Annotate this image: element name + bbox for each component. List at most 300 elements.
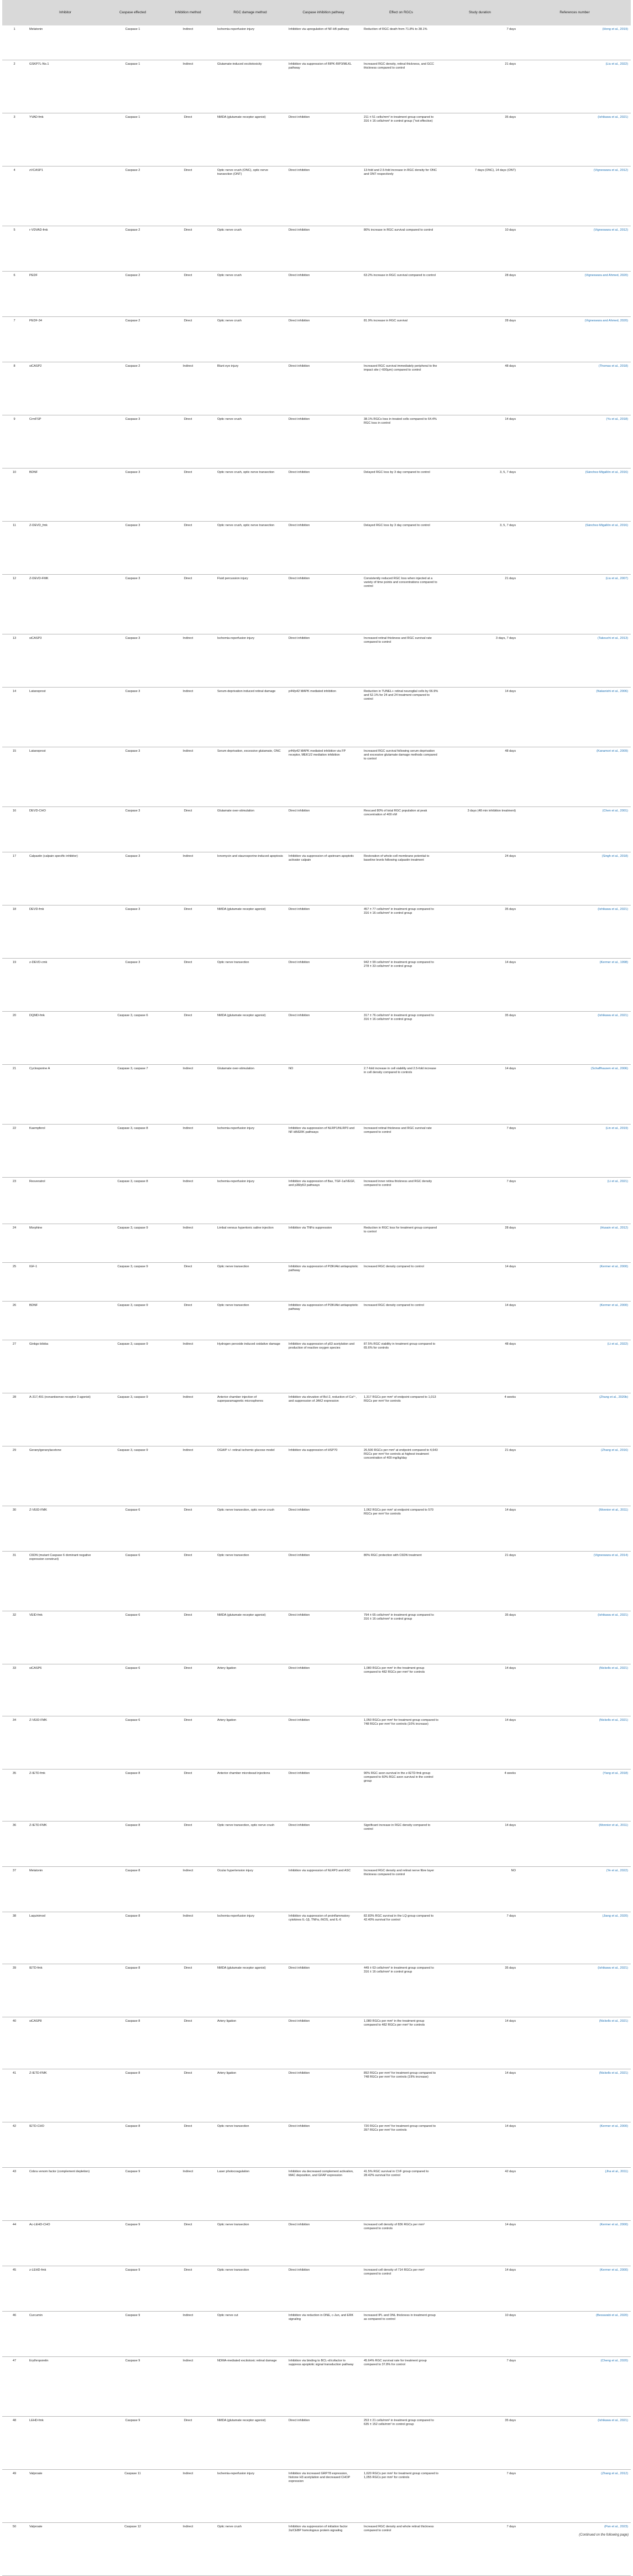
- reference-link[interactable]: (Zhang et al., 2016): [601, 1448, 628, 1452]
- reference-link[interactable]: (Kermer et al., 1998): [599, 960, 628, 964]
- caspase-inhibition-pathway-cell: Direct inhibition: [289, 576, 310, 580]
- inhibitor-cell: BDNF: [29, 1303, 38, 1307]
- table-row: [2, 1611, 631, 1664]
- reference-link[interactable]: (Pan et al., 2023): [604, 2525, 628, 2528]
- table-row: [2, 1224, 631, 1262]
- table-row: [2, 166, 631, 226]
- reference-cell: [519, 905, 631, 958]
- rgc-damage-method-cell: Fluid percussion injury: [217, 576, 248, 580]
- table-row: [2, 687, 631, 747]
- inhibition-method-cell: Direct: [184, 228, 192, 232]
- study-duration-cell: 48 days: [505, 364, 516, 368]
- caspase-effected-cell: Caspase 8: [125, 2071, 140, 2075]
- rgc-damage-method-cell: Optic nerve transection: [217, 1553, 249, 1557]
- reference-link[interactable]: (Sánchez-Migallón et al., 2016): [585, 470, 628, 474]
- reference-link[interactable]: (Zhang et al., 2012): [601, 2471, 628, 2475]
- rgc-damage-method-cell: Hydrogen peroxide induced oxidative damage: [217, 1342, 280, 1346]
- reference-cell: [519, 1821, 631, 1866]
- inhibition-method-cell: Direct: [184, 1613, 192, 1617]
- inhibitor-cell: Melatonin: [29, 28, 43, 31]
- reference-cell: [519, 1964, 631, 2017]
- table-row: [2, 468, 631, 521]
- caspase-inhibition-pathway-cell: Direct inhibition: [289, 1508, 310, 1512]
- reference-link[interactable]: (Monnier et al., 2011): [599, 1823, 628, 1827]
- inhibition-method-cell: Indirect: [182, 1179, 193, 1183]
- caspase-inhibition-pathway-cell: Direct inhibition: [289, 2268, 310, 2272]
- row-index-cell: 13: [12, 636, 17, 640]
- inhibitor-cell: zVCASP1: [29, 168, 43, 172]
- reference-link[interactable]: (Ishikawa et al., 2021): [598, 907, 628, 911]
- caspase-effected-cell: Caspase 8: [125, 2124, 140, 2128]
- row-index-cell: 27: [12, 1342, 17, 1346]
- row-index-cell: 10: [12, 470, 17, 474]
- inhibitor-cell: Laquinimod: [29, 1914, 45, 1918]
- reference-link[interactable]: (Ishikawa et al., 2021): [598, 115, 628, 119]
- reference-link[interactable]: (Singh et al., 2018): [601, 854, 628, 858]
- table-header-row: [2, 0, 631, 25]
- reference-link[interactable]: (Yang et al., 2018): [603, 1771, 628, 1775]
- row-index-cell: 18: [12, 907, 17, 911]
- caspase-effected-cell: Caspase 9: [125, 2359, 140, 2362]
- caspase-inhibition-pathway-cell: Direct inhibition: [289, 273, 310, 277]
- reference-cell: [519, 2356, 631, 2416]
- caspase-effected-cell: Caspase 3, caspase 8: [117, 1179, 148, 1183]
- reference-link[interactable]: (Liu et al., 2022): [605, 62, 628, 66]
- reference-cell: [519, 1769, 631, 1821]
- row-index-cell: 41: [12, 2071, 17, 2075]
- inhibition-method-cell: Direct: [184, 1553, 192, 1557]
- reference-link[interactable]: (Vigneswara et al., 2012): [593, 228, 628, 232]
- table-row: [2, 25, 631, 60]
- table-row: [2, 2220, 631, 2266]
- row-index-cell: 48: [12, 2418, 17, 2422]
- effect-on-rgcs-cell: 38.1% RGCs loss in treated cells compared to 64.4% RGC loss in control: [364, 417, 437, 425]
- row-index-cell: 24: [12, 1226, 17, 1230]
- table-row: [2, 226, 631, 271]
- inhibitor-cell: Cyclosporine A: [29, 1066, 50, 1070]
- caspase-effected-cell: Caspase 8: [125, 1823, 140, 1827]
- row-index-cell: 19: [12, 960, 17, 964]
- inhibition-method-cell: Direct: [184, 907, 192, 911]
- reference-cell: [519, 271, 631, 316]
- caspase-effected-cell: Caspase 3, caspase 6: [117, 1013, 148, 1017]
- reference-link[interactable]: (Kanamori et al., 2009): [597, 749, 628, 753]
- inhibitor-cell: Z-VEID-FMK: [29, 1718, 48, 1722]
- effect-on-rgcs-cell: Increased retinal thickness and RGC survival rate compared to control: [364, 636, 432, 644]
- rgc-damage-method-cell: Optic nerve transection: [217, 1303, 249, 1307]
- caspase-inhibition-pathway-cell: Direct inhibition: [289, 1666, 310, 1670]
- caspase-effected-cell: Caspase 3, caspase 9: [117, 1303, 148, 1307]
- inhibitor-cell: Z-IETD-fmk: [29, 1771, 45, 1775]
- reference-link[interactable]: (Vigneswara and Ahmed, 2020): [584, 273, 628, 277]
- reference-link[interactable]: (Kermer et al., 2000): [599, 1303, 628, 1307]
- caspase-effected-cell: Caspase 8: [125, 1914, 140, 1918]
- table-row: [2, 2069, 631, 2122]
- reference-cell: [519, 1393, 631, 1446]
- effect-on-rgcs-cell: Increased RGC density compared to control: [364, 1303, 424, 1307]
- reference-link[interactable]: (Nickells et al., 2021): [599, 2019, 628, 2023]
- caspase-effected-cell: Caspase 8: [125, 1966, 140, 1970]
- effect-on-rgcs-cell: Increased retinal thickness and RGC survival rate compared to control: [364, 1126, 432, 1134]
- caspase-inhibition-pathway-cell: Inhibition via suppression of PI3K/Akt antiapoptotic pathway: [289, 1264, 358, 1272]
- inhibitor-cell: Z-DEVD_fmk: [29, 523, 48, 527]
- inhibition-method-cell: Indirect: [182, 1869, 193, 1872]
- inhibitor-cell: Morphine: [29, 1226, 43, 1230]
- caspase-inhibition-pathway-cell: Direct inhibition: [289, 1966, 310, 1970]
- reference-cell: [519, 1340, 631, 1393]
- table-row: [2, 1301, 631, 1340]
- study-duration-cell: 14 days: [505, 960, 516, 964]
- reference-cell: [519, 468, 631, 521]
- reference-link[interactable]: (Yu et al., 2018): [606, 417, 628, 421]
- table-row: [2, 362, 631, 415]
- caspase-inhibition-pathway-cell: Direct inhibition: [289, 1771, 310, 1775]
- rgc-damage-method-cell: Limbal venous hypertonic saline injection: [217, 1226, 274, 1230]
- inhibitor-cell: siCASP8: [29, 2019, 42, 2023]
- caspase-inhibition-pathway-cell: Inhibition via suppression of upstream apoptotic activator calpain: [289, 854, 354, 862]
- reference-link[interactable]: (Li et al., 2022): [607, 1342, 628, 1346]
- row-index-cell: 6: [13, 273, 15, 277]
- caspase-effected-cell: Caspase 1: [125, 115, 140, 119]
- table-row: [2, 1340, 631, 1393]
- inhibition-method-cell: Direct: [184, 960, 192, 964]
- reference-link[interactable]: (Schaffhausen et al., 2006): [590, 1066, 628, 1070]
- inhibition-method-cell: Indirect: [182, 62, 193, 66]
- reference-cell: [519, 1716, 631, 1769]
- inhibition-method-cell: Direct: [184, 2418, 192, 2422]
- reference-link[interactable]: (Zhang et al., 2020b): [599, 1395, 628, 1399]
- rgc-damage-method-cell: Ischemia-reperfusion injury: [217, 28, 255, 31]
- inhibition-method-cell: Indirect: [182, 1448, 193, 1452]
- inhibition-method-cell: Indirect: [182, 1126, 193, 1130]
- row-index-cell: 21: [12, 1066, 17, 1070]
- reference-cell: [519, 1551, 631, 1611]
- reference-link[interactable]: (Ishikawa et al., 2021): [598, 1613, 628, 1617]
- rgc-damage-method-cell: Optic nerve transection, optic nerve crush: [217, 1508, 275, 1512]
- header-caspase-inhibition-pathway: Caspase inhibition pathway: [302, 10, 344, 14]
- reference-link[interactable]: (Kermer et al., 2000): [599, 2124, 628, 2128]
- inhibitor-cell: VEID-fmk: [29, 1613, 43, 1617]
- inhibition-method-cell: Direct: [184, 115, 192, 119]
- rgc-damage-method-cell: Optic nerve crush: [217, 273, 242, 277]
- rgc-damage-method-cell: Artery ligation: [217, 2071, 237, 2075]
- rgc-damage-method-cell: Optic nerve crush: [217, 2525, 242, 2528]
- inhibition-method-cell: Indirect: [182, 2169, 193, 2173]
- row-index-cell: 16: [12, 809, 17, 813]
- inhibitor-cell: IETD-CHO: [29, 2124, 45, 2128]
- rgc-damage-method-cell: Optic nerve transection: [217, 2124, 249, 2128]
- reference-link[interactable]: (Vigneswara and Ahmed, 2020): [584, 319, 628, 322]
- effect-on-rgcs-cell: Reduction of RGC death from 71.8% to 38.1%: [364, 28, 427, 31]
- effect-on-rgcs-cell: 13-fold and 2.5-fold increase in RGC density for ONC and ONT respectively: [364, 168, 437, 176]
- study-duration-cell: 48 days: [505, 749, 516, 753]
- study-duration-cell: 14 days: [505, 2071, 516, 2075]
- continued-note: (Continued on the following page): [579, 2533, 629, 2537]
- inhibitor-cell: Ginkgo biloba: [29, 1342, 49, 1346]
- effect-on-rgcs-cell: 45.64% RGC survival rate for treatment group compared to 37.8% for control: [364, 2359, 427, 2366]
- reference-cell: [519, 1064, 631, 1124]
- effect-on-rgcs-cell: 26,500 RGCs per mm² at endpoint compared to 4,643 RGCs per mm² for controls at highest treatment concentration of 400 mg/kg/day: [364, 1448, 438, 1460]
- inhibitor-cell: YVAD-fmk: [29, 115, 44, 119]
- inhibitor-cell: DEVD-CHO: [29, 809, 46, 813]
- reference-link[interactable]: (Vigneswara et al., 2014): [593, 1553, 628, 1557]
- reference-link[interactable]: (Ishikawa et al., 2021): [598, 1966, 628, 1970]
- study-duration-cell: 35 days: [505, 1013, 516, 1017]
- study-duration-cell: 7 days: [506, 2471, 516, 2475]
- row-index-cell: 20: [12, 1013, 17, 1017]
- inhibition-method-cell: Indirect: [182, 689, 193, 693]
- row-index-cell: 45: [12, 2268, 17, 2272]
- inhibitor-cell: Valproate: [29, 2471, 43, 2475]
- table-row: [2, 1262, 631, 1301]
- effect-on-rgcs-cell: 942 ± 99 cells/mm² in treatment group compared to 278 ± 33 cells/mm² in control group: [364, 960, 434, 968]
- caspase-inhibition-pathway-cell: Direct inhibition: [289, 115, 310, 119]
- study-duration-cell: 14 days: [505, 1666, 516, 1670]
- reference-cell: [519, 806, 631, 852]
- reference-cell: [519, 1912, 631, 1964]
- caspase-inhibition-pathway-cell: Direct inhibition: [289, 2019, 310, 2023]
- caspase-effected-cell: Caspase 3, caspase 9: [117, 1226, 148, 1230]
- caspase-effected-cell: Caspase 1: [125, 62, 140, 66]
- row-index-cell: 42: [12, 2124, 17, 2128]
- table-row: [2, 1716, 631, 1769]
- reference-link[interactable]: (Husain et al., 2012): [600, 1226, 628, 1230]
- caspase-inhibition-pathway-cell: Inhibition via suppression of HSP70: [289, 1448, 338, 1452]
- row-index-cell: 8: [13, 364, 15, 368]
- rgc-damage-method-cell: NMDA (glutamate receptor agonist): [217, 2418, 266, 2422]
- study-duration-cell: 35 days: [505, 2418, 516, 2422]
- rgc-damage-method-cell: Blunt eye injury: [217, 364, 239, 368]
- effect-on-rgcs-cell: Increased RGC density and whole retinal thickness compared to control: [364, 2525, 434, 2532]
- caspase-inhibition-pathway-cell: p44/p42 MAPK mediated inhibition via FP receptor, MEK1/2 mediation inhibition: [289, 749, 346, 757]
- row-index-cell: 23: [12, 1179, 17, 1183]
- reference-link[interactable]: (Vigneswara et al., 2012): [593, 168, 628, 172]
- reference-cell: [519, 415, 631, 468]
- rgc-damage-method-cell: Optic nerve crush: [217, 417, 242, 421]
- table-row: [2, 1506, 631, 1551]
- inhibitor-cell: z-LEHD-fmk: [29, 2268, 46, 2272]
- inhibitor-cell: Resveratrol: [29, 1179, 45, 1183]
- effect-on-rgcs-cell: 1,317 RGCs per mm² of endpoint compared to 1,013 RGCs per mm² for controls: [364, 1395, 436, 1403]
- inhibition-method-cell: Direct: [184, 1666, 192, 1670]
- reference-link[interactable]: (Lin et al., 2019): [605, 1126, 628, 1130]
- effect-on-rgcs-cell: Reduction in TUNEL+ retinal neuroglial cells by 66.9% and 52.1% for 24 and 24 treatment compared to control: [364, 689, 438, 701]
- table-row: [2, 316, 631, 362]
- reference-link[interactable]: (Takeuchi et al., 2013): [597, 636, 628, 640]
- reference-link[interactable]: (Kermer et al., 2000): [599, 2268, 628, 2272]
- reference-link[interactable]: (Ishikawa et al., 2021): [598, 2418, 628, 2422]
- reference-link[interactable]: (Li et al., 2021): [607, 1179, 628, 1183]
- effect-on-rgcs-cell: 1,620 RGCs per mm² for treatment group compared to 1,055 RGCs per mm² for controls: [364, 2471, 438, 2479]
- inhibition-method-cell: Direct: [184, 1508, 192, 1512]
- rgc-damage-method-cell: Artery ligation: [217, 2019, 237, 2023]
- caspase-effected-cell: Caspase 3: [125, 470, 140, 474]
- inhibitor-cell: BDNF: [29, 470, 38, 474]
- table-row: [2, 1821, 631, 1866]
- caspase-effected-cell: Caspase 2: [125, 168, 140, 172]
- table-row: [2, 1866, 631, 1912]
- effect-on-rgcs-cell: Delayed RGC loss by 3 day compared to control: [364, 470, 430, 474]
- inhibitor-cell: Valproate: [29, 2525, 43, 2528]
- reference-link[interactable]: (Jha et al., 2011): [605, 2169, 628, 2173]
- study-duration-cell: 35 days: [505, 907, 516, 911]
- caspase-inhibition-pathway-cell: Direct inhibition: [289, 470, 310, 474]
- reference-link[interactable]: (Jiang et al., 2020): [602, 1914, 628, 1918]
- caspase-inhibition-pathway-cell: Direct inhibition: [289, 319, 310, 322]
- table-row: [2, 1124, 631, 1177]
- inhibition-method-cell: Direct: [184, 273, 192, 277]
- reference-link[interactable]: (Hong et al., 2019): [602, 28, 628, 31]
- table-row: [2, 2469, 631, 2522]
- inhibition-method-cell: Direct: [184, 2019, 192, 2023]
- effect-on-rgcs-cell: 80% increase in RGC survival compared to control: [364, 228, 433, 232]
- inhibitor-cell: Z-IETD-FMK: [29, 1823, 47, 1827]
- row-index-cell: 25: [12, 1264, 17, 1268]
- reference-cell: [519, 60, 631, 113]
- inhibitor-cell: C6DN (mutant Caspase 6 dominant negative expression construct): [29, 1553, 91, 1561]
- table-row: [2, 2266, 631, 2311]
- inhibitor-cell: IETD-fmk: [29, 1966, 43, 1970]
- row-index-cell: 35: [12, 1771, 17, 1775]
- caspase-inhibition-pathway-cell: NO: [289, 1066, 294, 1070]
- table-row: [2, 1964, 631, 2017]
- study-duration-cell: 28 days: [505, 1226, 516, 1230]
- caspase-inhibition-pathway-cell: Direct inhibition: [289, 2418, 310, 2422]
- reference-cell: [519, 316, 631, 362]
- reference-cell: [519, 2266, 631, 2311]
- inhibitor-cell: A-317,491 (nonantisense receptor 3 agonist): [29, 1395, 91, 1399]
- row-index-cell: 15: [12, 749, 17, 753]
- caspase-inhibition-pathway-cell: Direct inhibition: [289, 1553, 310, 1557]
- rgc-damage-method-cell: Optic nerve crush, optic nerve transection: [217, 470, 275, 474]
- effect-on-rgcs-cell: 720 RGCs per mm² for treatment group compared to 397 RGCs per mm² for controls: [364, 2124, 436, 2132]
- inhibitor-cell: Melatonin: [29, 1869, 43, 1872]
- table-row: [2, 1177, 631, 1224]
- rgc-damage-method-cell: Serum deprivation, excessive glutamate, ONC: [217, 749, 281, 753]
- inhibition-method-cell: Direct: [184, 1718, 192, 1722]
- effect-on-rgcs-cell: 253 ± 21 cells/mm² in treatment group compared to 635 ± 152 cells/mm² in control group: [364, 2418, 434, 2426]
- reference-link[interactable]: (Nakanishi et al., 2006): [596, 689, 628, 693]
- caspase-effected-cell: Caspase 6: [125, 1553, 140, 1557]
- table-row: [2, 2167, 631, 2220]
- rgc-damage-method-cell: Anterior chamber injection of superparamagnetic microspheres: [217, 1395, 264, 1403]
- rgc-damage-method-cell: Ionomycin and staurosporine-induced apoptosis: [217, 854, 283, 858]
- effect-on-rgcs-cell: Significant increase in RGC density compared to control: [364, 1823, 431, 1831]
- rgc-damage-method-cell: Artery ligation: [217, 1666, 237, 1670]
- rgc-damage-method-cell: Anterior chamber microbead injections: [217, 1771, 270, 1775]
- study-duration-cell: 28 days: [505, 319, 516, 322]
- reference-link[interactable]: (Sánchez-Migallón et al., 2016): [585, 523, 628, 527]
- caspase-inhibition-pathway-cell: Inhibition via suppression of proinflammatory cytokines IL-1β, TNFα, iNOS, and IL-6: [289, 1914, 350, 1922]
- rgc-damage-method-cell: Optic nerve transection, optic nerve crush: [217, 1823, 275, 1827]
- effect-on-rgcs-cell: 892 RGCs per mm² for treatment group compared to 748 RGCs per mm² for controls (19% increase): [364, 2071, 436, 2079]
- table-row: [2, 806, 631, 852]
- reference-cell: [519, 1446, 631, 1506]
- row-index-cell: 34: [12, 1718, 17, 1722]
- effect-on-rgcs-cell: Rescued 80% of total RGC population at peak concentration of 400 nM: [364, 809, 427, 816]
- effect-on-rgcs-cell: 317 ± 76 cells/mm² in treatment group compared to 316 ± 16 cells/mm² in control group: [364, 1013, 434, 1021]
- row-index-cell: 39: [12, 1966, 17, 1970]
- reference-link[interactable]: (Chen et al., 2001): [602, 809, 628, 813]
- inhibitor-cell: Z-IETD-FMK: [29, 2071, 47, 2075]
- effect-on-rgcs-cell: 81.9% increase in RGC survival: [364, 319, 407, 322]
- caspase-inhibition-pathway-cell: Inhibition via suppression of p53 acetylation and production of reactive oxygen species: [289, 1342, 355, 1350]
- reference-link[interactable]: (Cheng et al., 2020): [600, 2359, 628, 2362]
- inhibitor-cell: Latanoprost: [29, 749, 46, 753]
- table-row: [2, 1393, 631, 1446]
- inhibitor-cell: CrmFSP: [29, 417, 41, 421]
- table-row: [2, 1551, 631, 1611]
- table-row: [2, 1664, 631, 1716]
- reference-cell: [519, 166, 631, 226]
- row-index-cell: 3: [13, 115, 15, 119]
- effect-on-rgcs-cell: Increased RGC survival immediately peripheral to the impact site (~600μm) compared to control: [364, 364, 437, 372]
- header-effect-on-rgcs: Effect on RGCs: [389, 10, 413, 14]
- effect-on-rgcs-cell: Increased RGC density compared to control: [364, 1264, 424, 1268]
- reference-cell: [519, 1866, 631, 1912]
- inhibitor-cell: IGF-1: [29, 1264, 38, 1268]
- reference-link[interactable]: (Nickells et al., 2021): [599, 2071, 628, 2075]
- row-index-cell: 11: [13, 523, 16, 527]
- caspase-effected-cell: Caspase 6: [125, 1666, 140, 1670]
- inhibition-method-cell: Indirect: [182, 1395, 193, 1399]
- rgc-damage-method-cell: Optic nerve transection: [217, 2268, 249, 2272]
- row-index-cell: 38: [12, 1914, 17, 1918]
- study-duration-cell: NO: [511, 1869, 516, 1872]
- reference-link[interactable]: (Thomas et al., 2018): [598, 364, 628, 368]
- reference-link[interactable]: (Nickells et al., 2021): [599, 1666, 628, 1670]
- row-index-cell: 32: [12, 1613, 17, 1617]
- reference-cell: [519, 1664, 631, 1716]
- caspase-effected-cell: Caspase 3: [125, 636, 140, 640]
- rgc-damage-method-cell: Optic nerve transection: [217, 1264, 249, 1268]
- caspase-effected-cell: Caspase 9: [125, 2268, 140, 2272]
- reference-link[interactable]: (Kermer et al., 2000): [599, 1264, 628, 1268]
- reference-cell: [519, 521, 631, 574]
- effect-on-rgcs-cell: 87.5% RGC viability in treatment group compared to 65.6% for controls: [364, 1342, 436, 1350]
- caspase-effected-cell: Caspase 3: [125, 960, 140, 964]
- study-duration-cell: 14 days: [505, 1823, 516, 1827]
- study-duration-cell: 21 days: [505, 576, 516, 580]
- inhibitor-cell: r-VDVAD-fmk: [29, 228, 48, 232]
- inhibition-method-cell: Indirect: [182, 1342, 193, 1346]
- reference-link[interactable]: (Nickells et al., 2021): [599, 1718, 628, 1722]
- effect-on-rgcs-cell: 449 ± 63 cells/mm² in treatment group compared to 316 ± 16 cells/mm² in control group: [364, 1966, 434, 1974]
- reference-link[interactable]: (Ye et al., 2022): [606, 1869, 628, 1872]
- row-index-cell: 36: [12, 1823, 17, 1827]
- effect-on-rgcs-cell: 1,080 RGCs per mm² in the treatment group compared to 482 RGCs per mm² for controls: [364, 1666, 425, 1674]
- reference-link[interactable]: (Liu et al., 2007): [605, 576, 628, 580]
- reference-link[interactable]: (Kermer et al., 2000): [599, 2223, 628, 2226]
- inhibition-method-cell: Direct: [184, 809, 192, 813]
- row-index-cell: 26: [12, 1303, 17, 1307]
- inhibitor-cell: Z-VEID-FMK: [29, 1508, 48, 1512]
- study-duration-cell: 21 days: [505, 1448, 516, 1452]
- inhibitor-cell: LEHD-fmk: [29, 2418, 44, 2422]
- table-row: [2, 905, 631, 958]
- table-row: [2, 2416, 631, 2469]
- reference-cell: [519, 1011, 631, 1064]
- reference-cell: [519, 1177, 631, 1224]
- reference-link[interactable]: (Bessarabi et al., 2020): [596, 2313, 628, 2317]
- reference-link[interactable]: (Monnier et al., 2011): [599, 1508, 628, 1512]
- effect-on-rgcs-cell: 41.5% RGC survival in CVF group compared to 28.42% survival for control: [364, 2169, 429, 2177]
- inhibition-method-cell: Indirect: [182, 854, 193, 858]
- reference-cell: [519, 1224, 631, 1262]
- caspase-inhibition-pathway-cell: Inhibition via suppression of RIPK-RIP3/MLKL pathway: [289, 62, 352, 70]
- reference-link[interactable]: (Ishikawa et al., 2021): [598, 1013, 628, 1017]
- table-row: [2, 1064, 631, 1124]
